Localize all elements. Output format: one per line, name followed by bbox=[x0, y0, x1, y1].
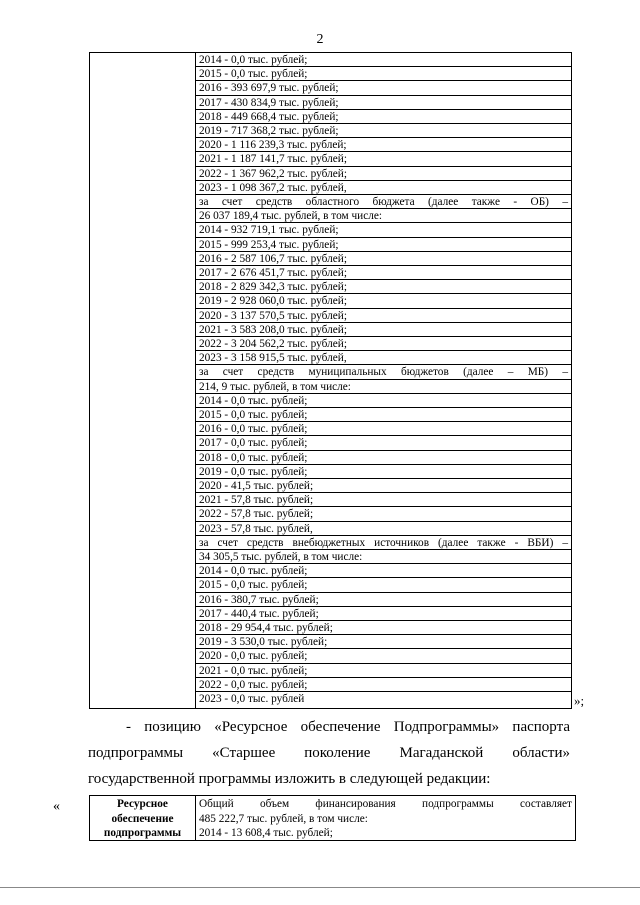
table-line: 2015 - 0,0 тыс. рублей; bbox=[196, 408, 571, 422]
opening-quote: « bbox=[53, 799, 60, 814]
resource-value-line-3: 2014 - 13 608,4 тыс. рублей; bbox=[199, 827, 333, 840]
table-line: за счет средств областного бюджета (далее также - ОБ) – bbox=[196, 195, 571, 209]
table-line: 2021 - 0,0 тыс. рублей; bbox=[196, 664, 571, 678]
table-line: 2018 - 0,0 тыс. рублей; bbox=[196, 451, 571, 465]
bottom-rule bbox=[0, 887, 640, 888]
closing-quote: »; bbox=[574, 693, 585, 708]
table-line: 2019 - 717 368,2 тыс. рублей; bbox=[196, 124, 571, 138]
table-line: 2016 - 2 587 106,7 тыс. рублей; bbox=[196, 252, 571, 266]
table-line: 2020 - 0,0 тыс. рублей; bbox=[196, 649, 571, 663]
table-line: 2018 - 449 668,4 тыс. рублей; bbox=[196, 110, 571, 124]
table-line: 2019 - 3 530,0 тыс. рублей; bbox=[196, 635, 571, 649]
table-line: 2023 - 3 158 915,5 тыс. рублей, bbox=[196, 351, 571, 365]
table-line: 2015 - 0,0 тыс. рублей; bbox=[196, 67, 571, 81]
table-line: 2022 - 1 367 962,2 тыс. рублей; bbox=[196, 167, 571, 181]
table-line: 2017 - 430 834,9 тыс. рублей; bbox=[196, 96, 571, 110]
table-line: 2014 - 0,0 тыс. рублей; bbox=[196, 53, 571, 67]
resource-value-line-2: 485 222,7 тыс. рублей, в том числе: bbox=[199, 812, 368, 825]
table-line: 2018 - 29 954,4 тыс. рублей; bbox=[196, 621, 571, 635]
resource-label-line-3: подпрограммы bbox=[103, 827, 182, 840]
table-line: 2016 - 380,7 тыс. рублей; bbox=[196, 593, 571, 607]
table-line: 2019 - 2 928 060,0 тыс. рублей; bbox=[196, 294, 571, 308]
funding-table bbox=[89, 52, 572, 709]
table-line: 2022 - 3 204 562,2 тыс. рублей; bbox=[196, 337, 571, 351]
table-line: 2017 - 0,0 тыс. рублей; bbox=[196, 436, 571, 450]
table-line: 2016 - 0,0 тыс. рублей; bbox=[196, 422, 571, 436]
table-line: 2018 - 2 829 342,3 тыс. рублей; bbox=[196, 280, 571, 294]
table-line: 2021 - 57,8 тыс. рублей; bbox=[196, 493, 571, 507]
table-line: 2023 - 57,8 тыс. рублей, bbox=[196, 522, 571, 536]
table-line: 2020 - 3 137 570,5 тыс. рублей; bbox=[196, 309, 571, 323]
table-line: за счет средств внебюджетных источников (далее также - ВБИ) – bbox=[196, 536, 571, 550]
table-line: 2017 - 440,4 тыс. рублей; bbox=[196, 607, 571, 621]
table-line: 2021 - 3 583 208,0 тыс. рублей; bbox=[196, 323, 571, 337]
table-line: 2017 - 2 676 451,7 тыс. рублей; bbox=[196, 266, 571, 280]
page-number: 2 bbox=[316, 32, 324, 47]
table-line: 2016 - 393 697,9 тыс. рублей; bbox=[196, 81, 571, 95]
paragraph-line-3: государственной программы изложить в следующей редакции: bbox=[88, 771, 491, 787]
table-line: 2020 - 41,5 тыс. рублей; bbox=[196, 479, 571, 493]
resource-label-line-1: Ресурсное bbox=[117, 798, 168, 810]
table-line: 2014 - 932 719,1 тыс. рублей; bbox=[196, 223, 571, 237]
table-line: 2015 - 0,0 тыс. рублей; bbox=[196, 578, 571, 592]
table-line: 26 037 189,4 тыс. рублей, в том числе: bbox=[196, 209, 571, 223]
table-line: 2022 - 0,0 тыс. рублей; bbox=[196, 678, 571, 692]
table-line: за счет средств муниципальных бюджетов (далее – МБ) – bbox=[196, 365, 571, 379]
table-line: 2023 - 1 098 367,2 тыс. рублей, bbox=[196, 181, 571, 195]
table-line: 34 305,5 тыс. рублей, в том числе: bbox=[196, 550, 571, 564]
table-line: 2022 - 57,8 тыс. рублей; bbox=[196, 507, 571, 521]
table-line: 2020 - 1 116 239,3 тыс. рублей; bbox=[196, 138, 571, 152]
table-line: 2014 - 0,0 тыс. рублей; bbox=[196, 564, 571, 578]
table-line: 2023 - 0,0 тыс. рублей bbox=[199, 693, 305, 705]
resource-label-cell bbox=[90, 796, 196, 840]
table-right-column bbox=[196, 53, 571, 708]
table-line: 2019 - 0,0 тыс. рублей; bbox=[196, 465, 571, 479]
table-left-column bbox=[90, 53, 196, 708]
paragraph-line-2: подпрограммы «Старшее поколение Магаданской области» bbox=[88, 745, 570, 761]
resource-value-cell bbox=[196, 796, 575, 840]
resource-value-line-1: Общий объем финансирования подпрограммы составляет bbox=[199, 798, 572, 810]
resource-label-line-2: обеспечение bbox=[111, 812, 174, 825]
table-line: 2015 - 999 253,4 тыс. рублей; bbox=[196, 238, 571, 252]
table-line: 214, 9 тыс. рублей, в том числе: bbox=[196, 380, 571, 394]
resource-table bbox=[89, 795, 576, 841]
table-line: 2014 - 0,0 тыс. рублей; bbox=[196, 394, 571, 408]
paragraph-line-1: - позицию «Ресурсное обеспечение Подпрограммы» паспорта bbox=[126, 719, 570, 735]
table-line: 2021 - 1 187 141,7 тыс. рублей; bbox=[196, 152, 571, 166]
